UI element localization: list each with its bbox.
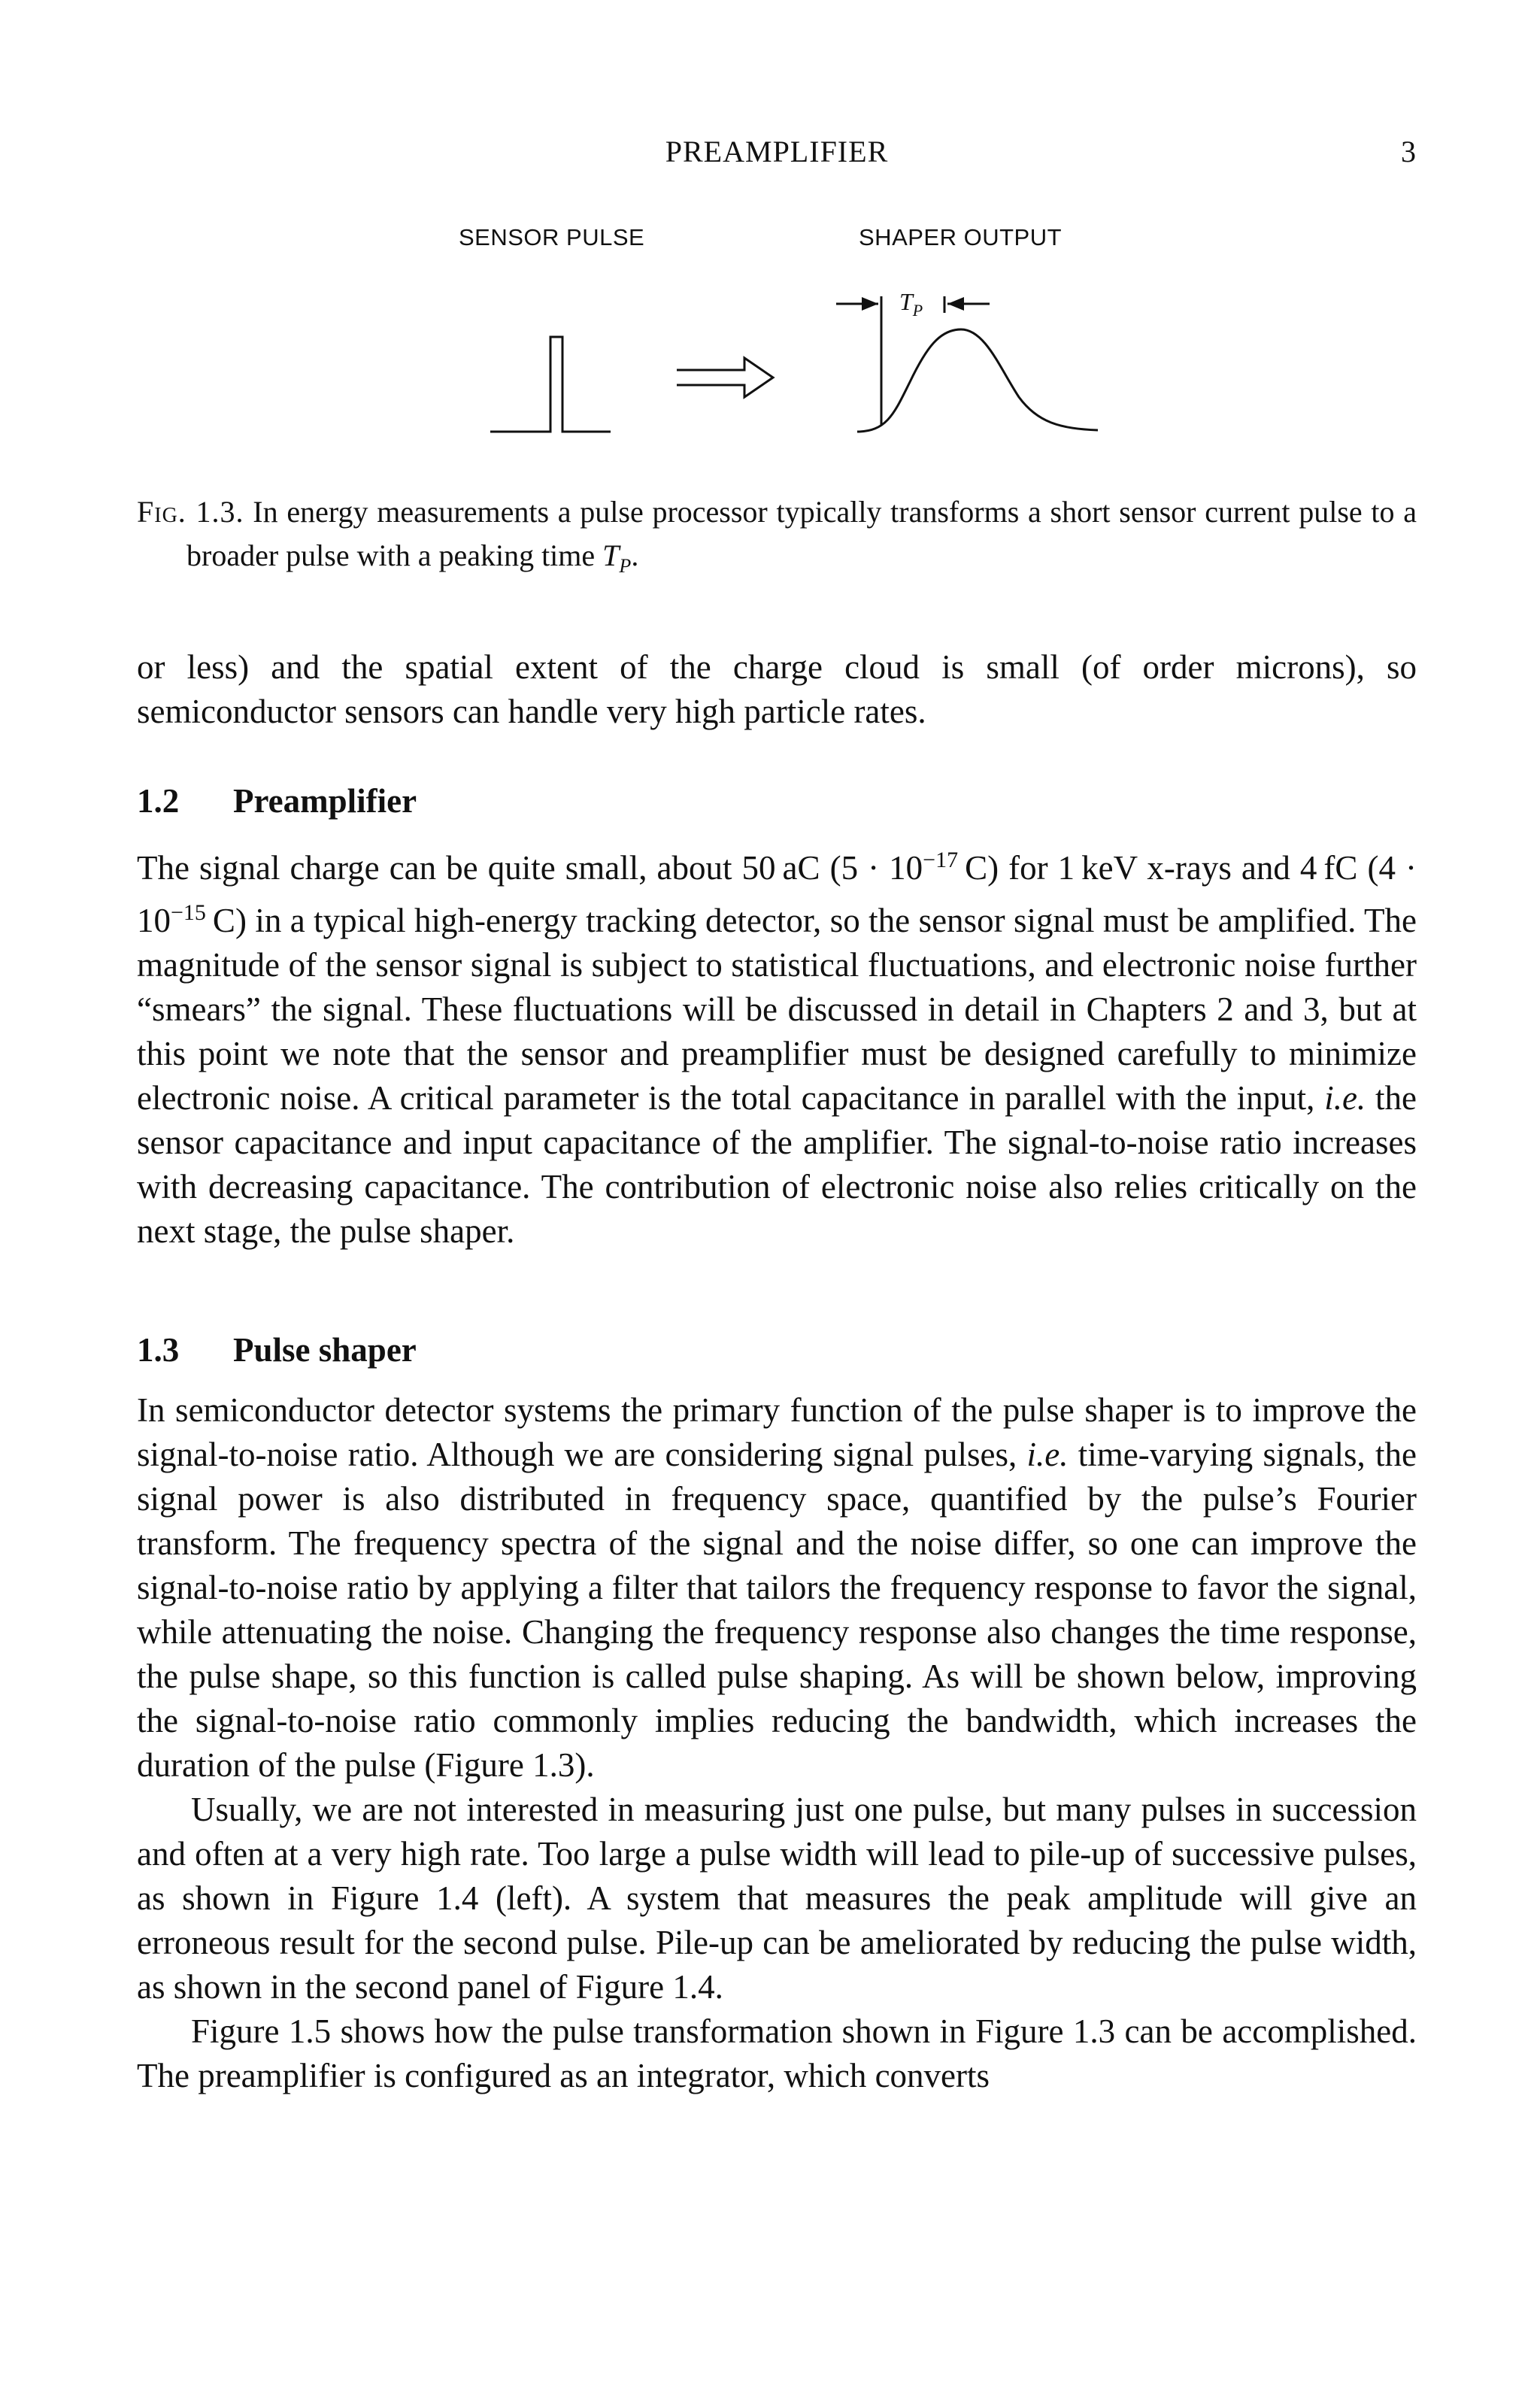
preamplifier-paragraph: The signal charge can be quite small, about 50 aC ($5 \cdot 10^{-17}$ C) for 1 keV x-rays and 4 fC ($4 \cdot 10^{-15}$ C) in a typical high-energy tracking detector, so the sensor signal must be amplified. The magnitude of the sensor signal is subject to statistical fluctuations, and electronic noise further “smears” the signal. These fluctuations will be discussed in detail in Chapters 2 and 3, but at this point we note that the sensor and preamplifier must be designed carefully to minimize electronic noise. A critical parameter is the total capacitance in parallel with the input, i.e. the sensor capacitance and input capacitance of the amplifier. The signal-to-noise ratio increases with decreasing capacitance. The contribution of electronic noise also relies critically on the next stage, the pulse shaper. (137, 848, 1417, 1250)
transform-arrow-icon (677, 358, 773, 397)
section-heading-1-2: 1.2 Preamplifier (137, 782, 417, 820)
shaper-output-label: SHAPER OUTPUT (859, 224, 1063, 250)
pulse-shaper-paragraph-3: Figure 1.5 shows how the pulse transformation shown in Figure 1.3 can be accomplished. The preamplifier is configured as an integrator, which converts (137, 2012, 1417, 2094)
pulse-diagram (0, 0, 1540, 481)
pulse-shaper-paragraph-2: Usually, we are not interested in measuring just one pulse, but many pulses in succession and often at a very high rate. Too large a pulse width will lead to pile-up of successive pulses, as shown in Figure 1.4 (left). A system that measures the peak amplitude will give an erroneous result for the second pulse. Pile-up can be ameliorated by reducing the pulse width, as shown in the second panel of Figure 1.4. (137, 1791, 1417, 2006)
page-number: 3 (1401, 135, 1417, 168)
pulse-shaper-paragraph-1: In semiconductor detector systems the primary function of the pulse shaper is to improve the signal-to-noise ratio. Although we are considering signal pulses, i.e. time-varying signals, the signal power is also distributed in frequency space, quantified by the pulse’s Fourier transform. The frequency spectra of the signal and the noise differ, so one can improve the signal-to-noise ratio by applying a filter that tailors the frequency response to favor the signal, while attenuating the noise. Changing the frequency response also changes the time response, the pulse shape, so this function is called pulse shaping. As will be shown below, improving the signal-to-noise ratio commonly implies reducing the bandwidth, which increases the duration of the pulse (Figure 1.3). (137, 1391, 1417, 1784)
pulse-shaper-paragraphs (137, 1388, 1417, 2098)
peaking-time-label: $T_P$ (899, 288, 923, 320)
section-heading-1-3: 1.3 Pulse shaper (137, 1331, 417, 1369)
peaking-arrow-left-icon (862, 297, 878, 311)
sensor-pulse-waveform (490, 337, 611, 432)
shaper-output-waveform (857, 329, 1098, 432)
peaking-arrow-right-icon (947, 297, 964, 311)
running-head-title: PREAMPLIFIER (665, 135, 889, 168)
caption-label: Fig. 1.3. (137, 495, 244, 529)
sensor-pulse-label: SENSOR PULSE (459, 224, 645, 250)
continuation-paragraph: or less) and the spatial extent of the charge cloud is small (of order microns), so semiconductor sensors can handle very high particle rates. (137, 648, 1417, 730)
figure-caption: Fig. 1.3. In energy measurements a pulse processor typically transforms a short sensor current pulse to a broader pulse with a peaking time $T_P$. (137, 495, 1417, 577)
